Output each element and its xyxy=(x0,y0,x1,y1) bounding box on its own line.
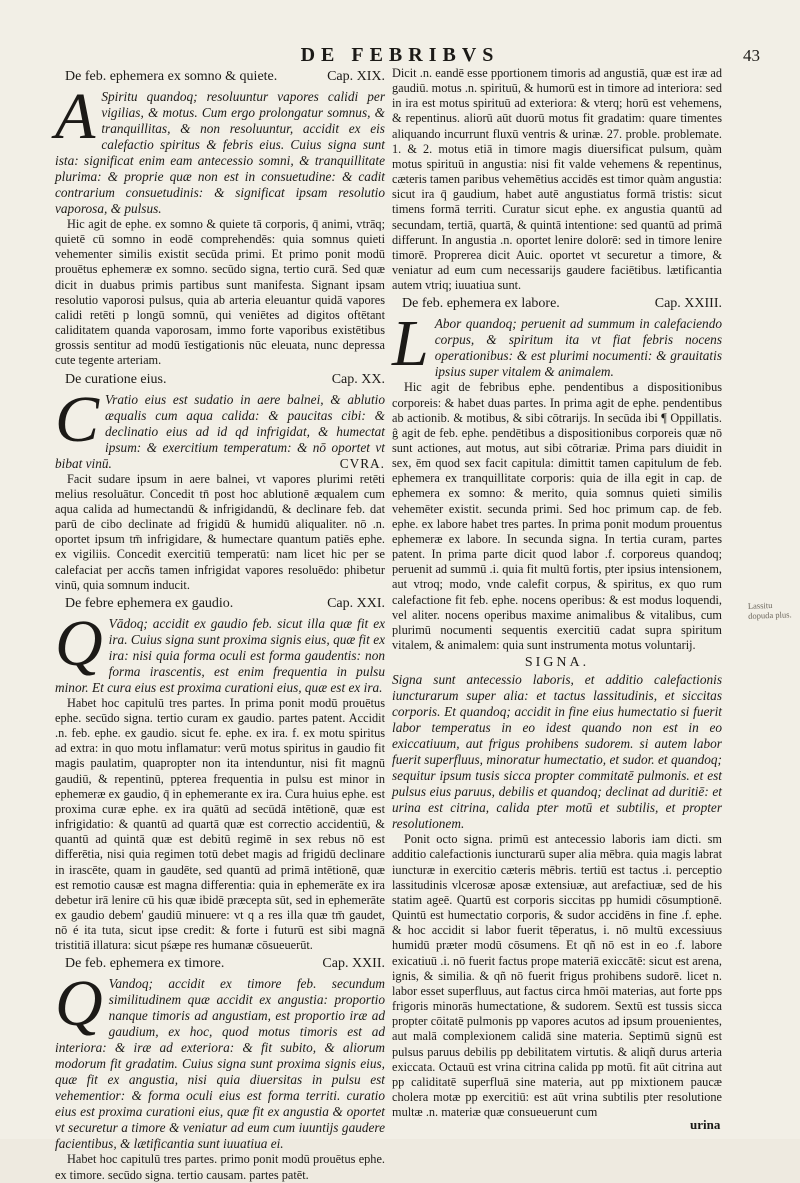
italic-text: Signa sunt antecessio laboris, et additio calefactionis iuncturarum super alia: et tactus lassitudinis, et siccitas corporis. Et quandoq; accidit in fine eius humectatio si fuerit labor temperatus in eo idest quando non est in eo exiccatiuum, aut frigus prohibens sudorem. si autem labor fuerit superfluus, minoratur humectatio, et sudor. et quandoq; sequitur ipsum tusis sicca propter commitatē pulmonis. et est pulsus eius paruus, debilis et quandoq; declinat ad duritiē: et urina est citrina, calida pter motū et subtilis, et propter resolutionem. xyxy=(392,672,722,832)
italic-text-block xyxy=(55,967,385,1152)
heading-title: De curatione eius. xyxy=(65,371,167,387)
section-heading-cap-23 xyxy=(402,295,722,312)
commentary-paragraph: Ponit octo signa. primū est antecessio laboris iam dicti. sm additio calefactionis iuncturarū super alia mēbra. quia magis labrat iuncturæ in exercitio cæteris mēbris. tertiū est tactus .i. perceptio lassitudinis vlcerosæ aposæ extensiuæ, aut arefactiuæ, sed de his statim ageē. Quartū est corporis siccitas pp humidi cōsumptionē. Quintū est humectatio corporis, & sudor accidēns in fine .f. ephe. & hoc accidit si labor fuerit tēperatus, i. nō multū excessiuus humidū præter modū cōsumens. Et qñ nō est in eo .f. labore exicatiuū .i. nō fuerit factus prope materiā exiccātē: sicut est arena, ignis, & similia. & qñ nō fuerit frigus prohibens sudorē. licet n. labor esset superfluus, aut factus circa hmōi materias, aut forte pps frigoris minorās humectatione, & sudorem. Sextū est tussis sicca propter cōitatē pulmonis pp vapores acutos ad ipsum prouenientes, aut malā complexionem calidā sine materia. Septimū signū est pulsus paruus debilis pp debilitatem virtutis. & aliqñ durus arteria exiccata. Octauū est vrina citrina calida pp motū. fit aūt citrina aut pp caliditatē superfluā sine materia, aut pp mixtionem paucæ cholera motæ pp exercitiū: est aūt vrina subtilis pter resolutione multæ .n. materiæ quæ consueuerunt cum xyxy=(392,832,722,1120)
heading-chapter: Cap. XXII. xyxy=(322,956,385,972)
italic-text-block xyxy=(55,80,385,217)
drop-cap: C xyxy=(55,382,100,456)
catchword: urina xyxy=(690,1117,721,1132)
italic-text: Vandoq; accidit ex timore feb. secundum similitudinem quæ accidit ex angustia: proportio nanque timoris ad angustiam, est proportio iræ ad gaudium, ex hoc, quod motus timoris est ad interiora: & iræ ad exteriora: & fit subito, & aliorum modorum fit gradatim. Cuius signa sunt proxima signis eius, quæ fit ex angustia, nisi quia diuersitas in pulsu est vehementior: & forma oculi eius est forma territi. curatio eius est proxima curationi eius, quæ fit ex angustia & oportet vt securetur a timore & veniatur ad eum cum iuuntijs gaudere facientibus, & lætificantia sunt iuuatiua ei. xyxy=(55,976,385,1152)
section-heading-cap-19 xyxy=(65,68,385,85)
commentary-paragraph: Hic agit de febribus ephe. pendentibus a dispositionibus corporeis: & habet duas partes. In prima agit de ephe. pendentibus ab actionib. & motibus, & sibi cōtrarijs. In secūda ibi ¶ Oppillatis. ĝ agit de feb. ephe. pendētibus a dispositionibus corporeis quæ nō sunt actiones, aut motus, aut sibi cōtrariæ. Prima pars diuidit in sex, ēm quod sex facit capitula: dimittit tamen capitulum de feb. ephemera ex tranquillitate corporis: quia de illa egit in cap. de ephemera ex somno: & merito, quia somnus quieti similis vehemēter existit. secunda primi. Sed hoc primum cap. de feb. ephe. ex labore habet tres partes. In prima ponit modum prouentus ephemeræ ex labore. In secunda signa. In tertia curam, partes patent. In prima parte dicit quod labor .f. corporeus quandoq; peruenit ad summū .i. quia fit multū fortis, pter ipsius intensionem, aut vtroq; modo, vnde calefit corpus, & spiritus, ex quo rum calefactione fit feb. ephe. nocens operibus: & est modus loquendi, vel aliter. nocens operibus maxime animalibus & vitalibus, cum plurimū nocumenti sequentis exercitiū cadat supra spiritum vitalem, & animalem: quia sunt instrumenta motus voluntarij. xyxy=(392,380,722,652)
italic-text-block xyxy=(392,307,722,381)
running-title: DE FEBRIBVS xyxy=(300,44,500,66)
drop-cap: Q xyxy=(55,967,103,1041)
signa-heading: SIGNA. xyxy=(524,655,590,671)
left-column xyxy=(55,66,385,1182)
right-column xyxy=(392,66,722,1120)
drop-cap: L xyxy=(392,307,429,381)
italic-text-block xyxy=(55,606,385,696)
margin-annotation: Lassitu dopuda plus. xyxy=(747,600,792,621)
heading-chapter: Cap. XXI. xyxy=(327,595,385,611)
italic-text-block xyxy=(55,382,385,472)
commentary-paragraph: Habet hoc capitulū tres partes. primo ponit modū prouētus ephe. ex timore. secūdo signa. tertio causam. partes patēt. xyxy=(55,1152,385,1182)
heading-title: De feb. ephemera ex labore. xyxy=(402,296,560,312)
commentary-paragraph: Habet hoc capitulū tres partes. In prima ponit modū prouētus ephe. secūdo signa. tertio curam ex gaudio. partes patent. Accidit .n. feb. ephe. ex gaudio. sicut fe. ephe. ex ira. f. ex motu spiritus ad extra: in quo motu inflamatur: verū motus spiritus in gaudio fit magis paulatim, quapropter non ita intenduntur, nisi fit magnū gaudiū, & repentinū, ppterea frequentia in pulsu est minor in ephemeræ ex gaudio, q̄ in ephemerante ex ira. Cura huius ephe. est proxima curæ ephe. ex ira quātū ad secūdā intētionē, quæ est infrigidatio: & quantū ad quartā quæ est correctio accidentiū, & quantū ad quintā quæ est debitū regimē in sex rebus nō est differētia, nisi quia regimen totū debet magis ad frigidū declinare in irascēte, quam in gaudēte, sed quantū ad primā intētionē, quæ est remotio causæ est magna differentia: quia in ephemerāte ex ira debetur irā lenire cū his quæ ibidē præcepta sūt, sed in ephemerāte ex gaudio debem' gaudiū minuere: vt q a res illa quæ tm̄ gaudet, nō é ita tuta, sicut ipse credit: & forte i futurū est sibi magnā tristitiā illatura: sicut pśæpe res humanæ cōsueuerūt. xyxy=(55,695,385,953)
italic-text: Vratio eius est sudatio in aere balnei, & ablutio æqualis cum aqua calida: & paucitas cibi: & declinatio eius ad id qd infrigidat, & humectat ipsum: & exercitium temperatum: & nō oportet vt bibat vinū. xyxy=(55,391,385,471)
heading-chapter: Cap. XX. xyxy=(331,371,385,387)
drop-cap: A xyxy=(55,80,96,153)
heading-title: De febre ephemera ex gaudio. xyxy=(65,595,234,611)
commentary-paragraph: Facit sudare ipsum in aere balnei, vt vapores plurimi retēti melius resoluātur. Concedit tn̄ post hoc ablutionē æqualem cum aqua calida ad humectandū & infrigidandū, & declinare feb. dat parū de cibo declinate ad frigidū & humidū aliqualiter. nō .n. oportet ipsum tm̄ infrigidare, & humectare quantum patiēs ephe. ex vigiliis. Concedit exercitiū temperatū: nam licet hic per se calefaciat per accñs tamen infrigidat vapores resoluēdo: phibetur vinū, quia somnum inducit. xyxy=(55,471,385,592)
heading-chapter: Cap. XXIII. xyxy=(654,296,722,312)
heading-title: De feb. ephemera ex somno & quiete. xyxy=(65,69,278,84)
section-heading-cap-21 xyxy=(65,595,385,612)
commentary-paragraph: Hic agit de ephe. ex somno & quiete tā corporis, q̄ animi, vtrāq; quietē cū somno in eodē comprehendēs: quia somnus quieti vehementer similis existit secūda primi. Et primo ponit modū prouētus ephemeræ ex somno. secūdo signa, tertio curā. Sed quæ dicit in duabus primis partibus sunt manifesta. Signant ipsam resolutio vaporosi pulsus, quia ab arteria eleuantur quidā vapores calidi retēti p longū somnū, qui veniētes ad digitos oftētant caliditatem quanda vaporosam, immo forte vaporibus existētibus grossis sentitur ad modū īestigationis nūc eleuata, nunc depressa cute tegente arteriam. xyxy=(55,217,385,368)
drop-cap: Q xyxy=(55,606,103,680)
section-heading-cap-22 xyxy=(65,955,385,972)
heading-chapter: Cap. XIX. xyxy=(327,69,385,84)
commentary-paragraph: Dicit .n. eandē esse pportionem timoris ad angustiā, quæ est iræ ad gaudiū. motus .n. spirituū, & humorū est in timore ad interiora: sed in ira est motus spirituū ad exteriora: & vterq; horū est vehemens, & repentinus. aliorū aūt duorū motus fit gradatim: quare timentes aliquando incurrunt fluxū ventris & urinæ. 27. proble. problemate. 1. & 2. motus etiā in timore magis diuersificat pulsum, quàm motus spirituū in angustia: nisi fit valde vehemens & repentinus, cæteris tamen paribus vehemētius accidēs est timor quàm angustia: sicut ira q̄ gaudium, habet autē angustiatus formā tristis: sicut timens formā territi. Curatur sicut ephe. ex angustia quantū ad secundam, tertiā, quartā, & quintā intentione: sed quantū ad primā differunt. In angustia .n. oportet lenire dolorē: sed in timore lenire timorē. Proprerea dicit Auic. oportet vt securetur a timore, & veniatur ad eum cum necessarijs gaudere faciētibus. lætificantia autem vtriq; iuuatiua sunt. xyxy=(392,66,722,293)
italic-text: Spiritu quandoq; resoluuntur vapores calidi per vigilias, & motus. Cum ergo prolongatur somnus, & tranquillitas, & non resoluuntur, accidit ex eis calefactio spiritus & febris eius. Cuius signa sunt ista: significat enim eam antecessio somni, & tranquillitate plurima: & proprie quæ non est in consuetudine: & cadit contrarium consuetudinis: & significat ipsam resolutio vaporosa, & pulsus. xyxy=(55,89,385,216)
italic-text: Vādoq; accidit ex gaudio feb. sicut illa quæ fit ex ira. Cuius signa sunt proxima signis eius, quæ fit ex ira: nisi quia forma oculi est forma gaudentis: non forma irascentis, est enim frequentia in pulsu minor. Et cura eius est proxima curationi eius, quæ est ex ira. xyxy=(55,615,385,695)
heading-title: De feb. ephemera ex timore. xyxy=(65,956,225,972)
italic-text: Abor quandoq; peruenit ad summum in calefaciendo corpus, & spiritum ita vt fiat febris nocens operationibus: & est plurimi nocumenti: & grauitatis ipsius super vitalem & animalem. xyxy=(434,316,722,380)
cura-label: CVRA. xyxy=(339,455,385,471)
page-number: 43 xyxy=(743,46,760,65)
section-heading-cap-20 xyxy=(65,371,385,388)
